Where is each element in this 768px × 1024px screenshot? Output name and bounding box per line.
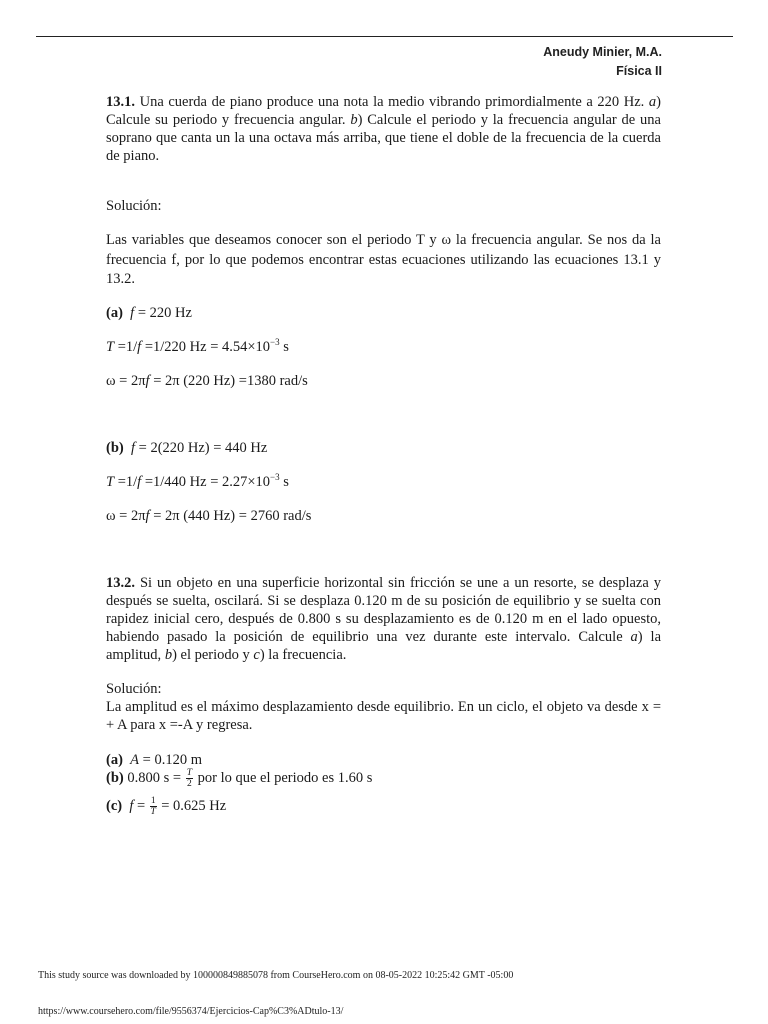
eq-b-frequency: (b) f = 2(220 Hz) = 440 Hz [106, 440, 268, 456]
problem-13-2: 13.2. Si un objeto en una superficie horizontal sin fricción se une a un resorte, se desplaza y después se suelta, oscilará. Si se desplaza 0.120 m de su posición de equilibrio y se suelta con rapidez inicial cero, después de 0.800 s su desplazamiento es de 0.120 m en el lado opuesto, habiendo pasado la posición de equilibrio una vez durante este intervalo. Calcule a) la amplitud, b) el periodo y c) la frecuencia. [106, 575, 662, 663]
eq-a-period: T =1/f =1/220 $Hz = 4.54\times 10^{-3}$ s [106, 337, 289, 355]
course-name: Física II [616, 64, 662, 78]
eq-period: (b) 0.800 s = $\frac{T}{2}$ por lo que el periodo es 1.60 s [106, 768, 373, 789]
eq-a-angular: ω = 2πf = 2π (220 Hz) =1380 rad/s [106, 373, 308, 389]
author-name: Aneudy Minier, M.A. [543, 45, 662, 59]
eq-b-period: T =1/f =1/440 $Hz = 2.27\times 10^{-3}$ s [106, 472, 289, 490]
solution-label: Solución: [106, 681, 162, 697]
problem-number: 13.2. [106, 575, 135, 591]
header-rule [36, 36, 733, 37]
download-notice: This study source was downloaded by 100000849885078 from CourseHero.com on 08-05-2022 10:25:42 GMT -05:00 [38, 970, 514, 981]
fraction: $\frac{T}{2}$ [186, 768, 192, 789]
problem-13-1: 13.1. Una cuerda de piano produce una nota la medio vibrando primordialmente a 220 Hz. a) Calcule su periodo y frecuencia angular. b) Calcule el periodo y la frecuencia angular de una soprano que canta un la una octava más arriba, que tiene el doble de la frecuencia de la cuerda de piano. [106, 94, 661, 164]
eq-amplitude: (a) A = 0.120 m [106, 752, 202, 768]
problem-number: 13.1. [106, 94, 135, 110]
solution-label: Solución: [106, 198, 162, 214]
eq-frequency: (c) f = $\frac{1}{T}$ = 0.625 Hz [106, 796, 227, 817]
fraction: $\frac{1}{T}$ [150, 796, 156, 817]
solution-intro: La amplitud es el máximo desplazamiento desde equilibrio. En un ciclo, el objeto va desde x = + A para x =-A y regresa. [106, 699, 661, 733]
eq-b-angular: ω = 2πf = 2π (440 Hz) = 2760 rad/s [106, 508, 312, 524]
eq-a-frequency: (a) f = 220 Hz [106, 305, 192, 321]
solution-intro: Las variables que deseamos conocer son el periodo T y ω la frecuencia angular. Se nos da la frecuencia f, por lo que podemos encontrar estas ecuaciones utilizando las ecuaciones 13.1 y 13.2. [106, 232, 661, 287]
source-url[interactable]: https://www.coursehero.com/file/9556374/Ejercicios-Cap%C3%ADtulo-13/ [38, 1006, 344, 1017]
